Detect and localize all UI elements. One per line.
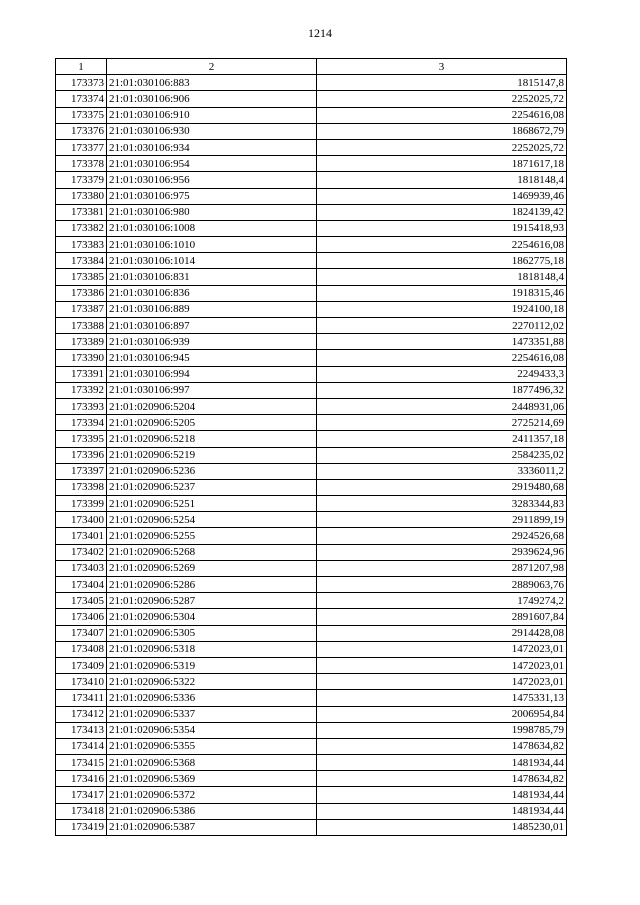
value-cell: 2006954,84 (317, 706, 567, 722)
table-row (56, 609, 567, 625)
value-cell: 1824139,42 (317, 204, 567, 220)
cadastral-number-cell: 21:01:020906:5236 (107, 463, 317, 479)
cadastral-number-cell: 21:01:030106:906 (107, 91, 317, 107)
table-row (56, 674, 567, 690)
cadastral-number-cell: 21:01:030106:945 (107, 350, 317, 366)
value-cell: 2448931,06 (317, 398, 567, 414)
table-row (56, 690, 567, 706)
row-number-cell: 173386 (56, 285, 107, 301)
row-number-cell: 173381 (56, 204, 107, 220)
value-cell: 3336011,2 (317, 463, 567, 479)
table-row (56, 787, 567, 803)
column-header-3: 3 (317, 59, 567, 75)
cadastral-number-cell: 21:01:020906:5369 (107, 771, 317, 787)
table-row (56, 771, 567, 787)
table-row (56, 803, 567, 819)
cadastral-number-cell: 21:01:030106:939 (107, 334, 317, 350)
row-number-cell: 173398 (56, 479, 107, 495)
value-cell: 1868672,79 (317, 123, 567, 139)
value-cell: 2254616,08 (317, 107, 567, 123)
cadastral-number-cell: 21:01:020906:5387 (107, 819, 317, 835)
row-number-cell: 173407 (56, 625, 107, 641)
value-cell: 3283344,83 (317, 496, 567, 512)
table-row (56, 755, 567, 771)
cadastral-number-cell: 21:01:030106:975 (107, 188, 317, 204)
row-number-cell: 173384 (56, 253, 107, 269)
cadastral-number-cell: 21:01:030106:889 (107, 301, 317, 317)
row-number-cell: 173412 (56, 706, 107, 722)
table-row (56, 188, 567, 204)
row-number-cell: 173388 (56, 318, 107, 334)
row-number-cell: 173413 (56, 722, 107, 738)
row-number-cell: 173375 (56, 107, 107, 123)
row-number-cell: 173406 (56, 609, 107, 625)
row-number-cell: 173418 (56, 803, 107, 819)
cadastral-number-cell: 21:01:030106:980 (107, 204, 317, 220)
cadastral-number-cell: 21:01:030106:934 (107, 139, 317, 155)
row-number-cell: 173419 (56, 819, 107, 835)
row-number-cell: 173416 (56, 771, 107, 787)
value-cell: 1481934,44 (317, 787, 567, 803)
table-row (56, 463, 567, 479)
table-row (56, 334, 567, 350)
row-number-cell: 173402 (56, 544, 107, 560)
table-row (56, 382, 567, 398)
value-cell: 1918315,46 (317, 285, 567, 301)
row-number-cell: 173378 (56, 156, 107, 172)
row-number-cell: 173410 (56, 674, 107, 690)
cadastral-number-cell: 21:01:030106:910 (107, 107, 317, 123)
table-row (56, 577, 567, 593)
header-row (56, 59, 567, 75)
value-cell: 1749274,2 (317, 593, 567, 609)
value-cell: 1472023,01 (317, 674, 567, 690)
table-row (56, 366, 567, 382)
value-cell: 2891607,84 (317, 609, 567, 625)
row-number-cell: 173382 (56, 220, 107, 236)
value-cell: 2871207,98 (317, 560, 567, 576)
row-number-cell: 173393 (56, 398, 107, 414)
cadastral-number-cell: 21:01:030106:1008 (107, 220, 317, 236)
cadastral-number-cell: 21:01:030106:930 (107, 123, 317, 139)
row-number-cell: 173411 (56, 690, 107, 706)
table-row (56, 560, 567, 576)
row-number-cell: 173400 (56, 512, 107, 528)
column-header-1: 1 (56, 59, 107, 75)
row-number-cell: 173415 (56, 755, 107, 771)
value-cell: 1481934,44 (317, 755, 567, 771)
table-row (56, 107, 567, 123)
row-number-cell: 173397 (56, 463, 107, 479)
table-row (56, 431, 567, 447)
value-cell: 1472023,01 (317, 641, 567, 657)
cadastral-number-cell: 21:01:020906:5336 (107, 690, 317, 706)
row-number-cell: 173403 (56, 560, 107, 576)
cadastral-number-cell: 21:01:030106:997 (107, 382, 317, 398)
row-number-cell: 173391 (56, 366, 107, 382)
value-cell: 1481934,44 (317, 803, 567, 819)
cadastral-number-cell: 21:01:020906:5287 (107, 593, 317, 609)
table-row (56, 625, 567, 641)
value-cell: 1871617,18 (317, 156, 567, 172)
value-cell: 1472023,01 (317, 657, 567, 673)
cadastral-number-cell: 21:01:020906:5337 (107, 706, 317, 722)
value-cell: 1818148,4 (317, 269, 567, 285)
row-number-cell: 173404 (56, 577, 107, 593)
value-cell: 2411357,18 (317, 431, 567, 447)
column-header-2: 2 (107, 59, 317, 75)
row-number-cell: 173392 (56, 382, 107, 398)
cadastral-number-cell: 21:01:030106:897 (107, 318, 317, 334)
cadastral-number-cell: 21:01:020906:5268 (107, 544, 317, 560)
value-cell: 1485230,01 (317, 819, 567, 835)
table-header (56, 59, 567, 75)
row-number-cell: 173383 (56, 237, 107, 253)
table-row (56, 172, 567, 188)
table-row (56, 204, 567, 220)
row-number-cell: 173395 (56, 431, 107, 447)
row-number-cell: 173417 (56, 787, 107, 803)
cadastral-number-cell: 21:01:020906:5219 (107, 447, 317, 463)
row-number-cell: 173379 (56, 172, 107, 188)
cadastral-number-cell: 21:01:020906:5286 (107, 577, 317, 593)
cadastral-number-cell: 21:01:020906:5237 (107, 479, 317, 495)
row-number-cell: 173373 (56, 75, 107, 91)
table-row (56, 398, 567, 414)
cadastral-number-cell: 21:01:030106:994 (107, 366, 317, 382)
cadastral-number-cell: 21:01:030106:1014 (107, 253, 317, 269)
cadastral-number-cell: 21:01:020906:5372 (107, 787, 317, 803)
value-cell: 1924100,18 (317, 301, 567, 317)
value-cell: 1469939,46 (317, 188, 567, 204)
table-row (56, 156, 567, 172)
row-number-cell: 173399 (56, 496, 107, 512)
cadastral-number-cell: 21:01:020906:5304 (107, 609, 317, 625)
table-body (56, 75, 567, 836)
value-cell: 2924526,68 (317, 528, 567, 544)
cadastral-number-cell: 21:01:020906:5319 (107, 657, 317, 673)
value-cell: 1475331,13 (317, 690, 567, 706)
value-cell: 2919480,68 (317, 479, 567, 495)
table-row (56, 706, 567, 722)
cadastral-number-cell: 21:01:030106:956 (107, 172, 317, 188)
table-row (56, 220, 567, 236)
value-cell: 2889063,76 (317, 577, 567, 593)
value-cell: 2252025,72 (317, 91, 567, 107)
table-row (56, 479, 567, 495)
value-cell: 1473351,88 (317, 334, 567, 350)
table-row (56, 722, 567, 738)
value-cell: 2911899,19 (317, 512, 567, 528)
row-number-cell: 173385 (56, 269, 107, 285)
table-row (56, 819, 567, 835)
row-number-cell: 173389 (56, 334, 107, 350)
cadastral-number-cell: 21:01:020906:5354 (107, 722, 317, 738)
cadastral-number-cell: 21:01:020906:5318 (107, 641, 317, 657)
row-number-cell: 173380 (56, 188, 107, 204)
value-cell: 1915418,93 (317, 220, 567, 236)
cadastral-number-cell: 21:01:020906:5355 (107, 738, 317, 754)
value-cell: 1478634,82 (317, 771, 567, 787)
table-row (56, 123, 567, 139)
value-cell: 2914428,08 (317, 625, 567, 641)
cadastral-number-cell: 21:01:020906:5218 (107, 431, 317, 447)
value-cell: 1877496,32 (317, 382, 567, 398)
cadastral-number-cell: 21:01:020906:5254 (107, 512, 317, 528)
table-row (56, 91, 567, 107)
row-number-cell: 173390 (56, 350, 107, 366)
table-row (56, 285, 567, 301)
cadastral-number-cell: 21:01:020906:5205 (107, 415, 317, 431)
row-number-cell: 173408 (56, 641, 107, 657)
table-row (56, 496, 567, 512)
value-cell: 2270112,02 (317, 318, 567, 334)
table-row (56, 350, 567, 366)
row-number-cell: 173405 (56, 593, 107, 609)
table-row (56, 75, 567, 91)
row-number-cell: 173396 (56, 447, 107, 463)
table-row (56, 139, 567, 155)
row-number-cell: 173401 (56, 528, 107, 544)
page-number: 1214 (308, 26, 332, 40)
row-number-cell: 173414 (56, 738, 107, 754)
row-number-cell: 173374 (56, 91, 107, 107)
cadastral-number-cell: 21:01:020906:5269 (107, 560, 317, 576)
table-row (56, 237, 567, 253)
row-number-cell: 173376 (56, 123, 107, 139)
row-number-cell: 173377 (56, 139, 107, 155)
value-cell: 2254616,08 (317, 350, 567, 366)
value-cell: 2939624,96 (317, 544, 567, 560)
table-row (56, 301, 567, 317)
table-row (56, 415, 567, 431)
value-cell: 1818148,4 (317, 172, 567, 188)
cadastral-number-cell: 21:01:030106:831 (107, 269, 317, 285)
table-row (56, 738, 567, 754)
value-cell: 1815147,8 (317, 75, 567, 91)
table-row (56, 318, 567, 334)
cadastral-number-cell: 21:01:020906:5386 (107, 803, 317, 819)
cadastral-number-cell: 21:01:020906:5255 (107, 528, 317, 544)
value-cell: 2249433,3 (317, 366, 567, 382)
cadastral-number-cell: 21:01:030106:836 (107, 285, 317, 301)
table-row (56, 593, 567, 609)
table-row (56, 447, 567, 463)
registry-table (55, 58, 567, 836)
row-number-cell: 173387 (56, 301, 107, 317)
cadastral-number-cell: 21:01:030106:1010 (107, 237, 317, 253)
table-row (56, 528, 567, 544)
value-cell: 2254616,08 (317, 237, 567, 253)
row-number-cell: 173409 (56, 657, 107, 673)
table-row (56, 657, 567, 673)
table-row (56, 253, 567, 269)
table-row (56, 512, 567, 528)
cadastral-number-cell: 21:01:020906:5204 (107, 398, 317, 414)
row-number-cell: 173394 (56, 415, 107, 431)
table-row (56, 641, 567, 657)
cadastral-number-cell: 21:01:020906:5322 (107, 674, 317, 690)
cadastral-number-cell: 21:01:020906:5368 (107, 755, 317, 771)
cadastral-number-cell: 21:01:020906:5251 (107, 496, 317, 512)
cadastral-number-cell: 21:01:020906:5305 (107, 625, 317, 641)
value-cell: 1478634,82 (317, 738, 567, 754)
cadastral-number-cell: 21:01:030106:883 (107, 75, 317, 91)
value-cell: 1862775,18 (317, 253, 567, 269)
value-cell: 2584235,02 (317, 447, 567, 463)
value-cell: 1998785,79 (317, 722, 567, 738)
table-row (56, 269, 567, 285)
value-cell: 2725214,69 (317, 415, 567, 431)
value-cell: 2252025,72 (317, 139, 567, 155)
table-row (56, 544, 567, 560)
cadastral-number-cell: 21:01:030106:954 (107, 156, 317, 172)
